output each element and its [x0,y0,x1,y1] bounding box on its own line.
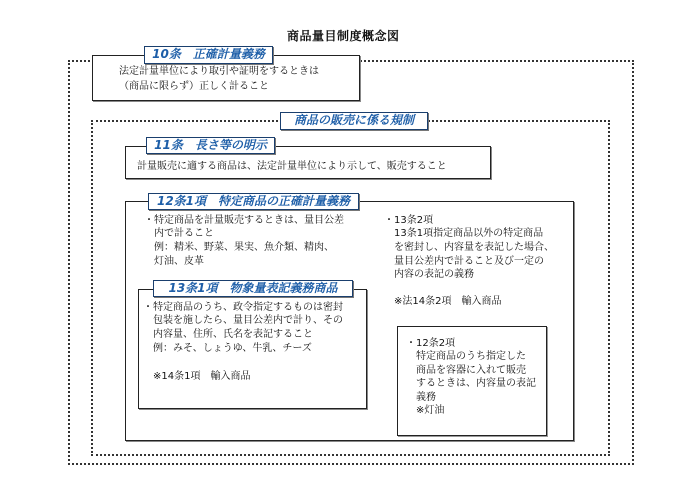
art13-1-box [138,289,367,409]
art12-2-line-3: 商品を容器に入れて販売 [406,365,526,376]
art13-2-line-1: ・13条2項 [384,215,434,226]
art12-1-label: 12条1項 特定商品の正確計量義務 [148,193,359,210]
art13-1-line-4: 例：みそ、しょうゆ、牛乳、チーズ [143,343,312,354]
art12-2-line-2: 特定商品のうち指定した [406,351,526,362]
art12-1-line-1: ・特定商品を計量販売するときは、量目公差 [144,215,344,226]
diagram-title: 商品量目制度概念図 [287,29,400,43]
art12-1-line-3: 例：精米、野菜、果実、魚介類、精肉、 [144,242,334,253]
art12-2-line-1: ・12条2項 [406,338,456,349]
art10-line-1: 法定計量単位により取引や証明をするときは [119,66,319,77]
art13-2-line-3: を密封し、内容量を表記した場合、 [384,242,554,253]
art10-line-2: （商品に限らず）正しく計ること [119,81,269,92]
art13-2-line-4: 量目公差内で計ること及び一定の [384,256,544,267]
art13-1-line-2: 包装を施したら、量目公差内で計り、その [143,315,343,326]
art12-2-line-5: 義務 [406,392,436,403]
art11-label: 11条 長さ等の明示 [146,137,275,154]
art13-1-line-3: 内容量、住所、氏名を表記すること [143,329,313,340]
art13-2-line-2: 13条1項指定商品以外の特定商品 [384,228,544,239]
art13-1-import-note: ※14条1項 輸入商品 [143,371,251,382]
sales-regulation-label: 商品の販売に係る規制 [280,112,428,130]
art13-2-line-5: 内容の表記の義務 [384,269,474,280]
art12-2-line-6: ※灯油 [406,405,445,416]
art12-1-line-2: 内で計ること [144,228,214,239]
art12-1-line-4: 灯油、皮革 [144,256,204,267]
art12-2-line-4: するときは、内容量の表記 [406,378,536,389]
art12-2-box [397,326,547,436]
art13-2-import-note: ※法14条2項 輸入商品 [384,296,502,307]
art13-1-line-1: ・特定商品のうち、政令指定するものは密封 [143,302,343,313]
art13-1-label: 13条1項 物象量表記義務商品 [153,280,353,297]
art11-text: 計量販売に適する商品は、法定計量単位により示して、販売すること [137,161,447,172]
art10-label: 10条 正確計量義務 [144,46,273,64]
